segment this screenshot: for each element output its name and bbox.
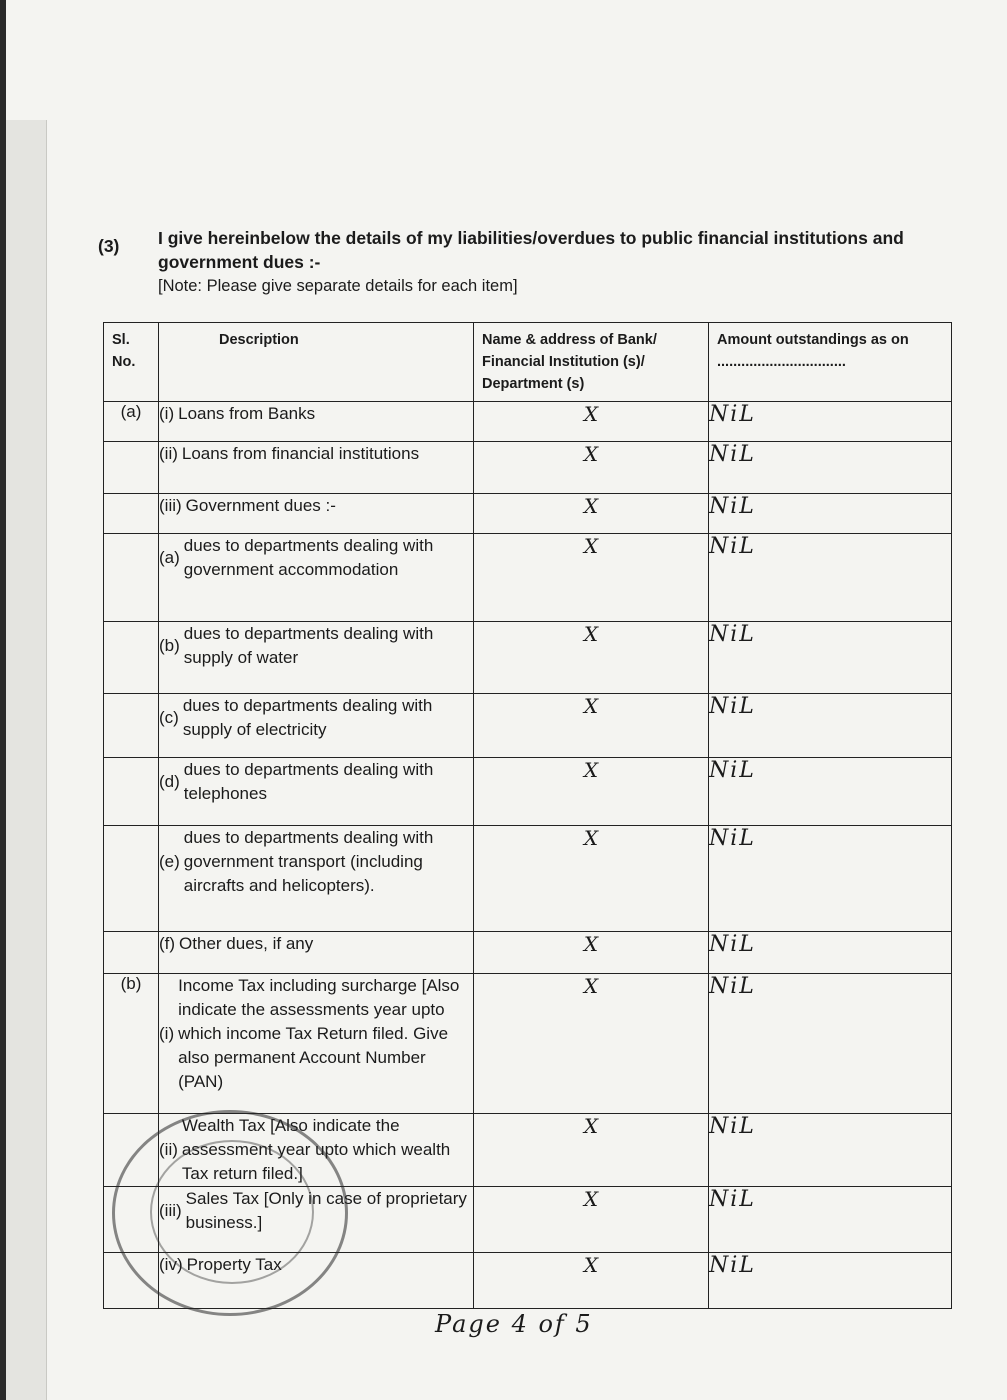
row-item-text: Loans from financial institutions <box>181 444 420 463</box>
header-description: Description <box>159 323 474 402</box>
row-item-text: Wealth Tax [Also indicate the assessment year upto which wealth Tax return filed.] <box>181 1116 451 1183</box>
row-description <box>159 826 474 932</box>
table-row <box>104 442 952 494</box>
row-item-text: Sales Tax [Only in case of proprietary business.] <box>185 1189 467 1232</box>
table-row <box>104 494 952 534</box>
header-bank: Name & address of Bank/ Financial Institution (s)/ Department (s) <box>474 323 709 402</box>
row-sl-no <box>104 758 159 826</box>
row-item-marker: (iv) <box>159 1255 183 1274</box>
row-amount-handwritten: NiL <box>709 1187 952 1253</box>
page-number: Page 4 of 5 <box>435 1310 593 1338</box>
row-amount-handwritten: NiL <box>709 402 952 442</box>
row-bank-handwritten: X <box>474 622 709 694</box>
table-header-row <box>104 323 952 402</box>
row-item-text: dues to departments dealing with government accommodation <box>183 536 434 579</box>
row-item-text: Loans from Banks <box>178 404 316 423</box>
scan-margin-strip <box>6 120 47 1400</box>
row-item-text: Income Tax including surcharge [Also indicate the assessments year upto which income Tax Return filed. Give also permanent Account Number (PAN) <box>178 976 460 1091</box>
section-heading-text: I give hereinbelow the details of my liabilities/overdues to public financial institutions and government dues :- <box>158 228 904 272</box>
header-amount: Amount outstandings as on ................................ <box>709 323 952 402</box>
row-description <box>159 694 474 758</box>
section-number: (3) <box>98 236 120 256</box>
row-bank-handwritten: X <box>474 1114 709 1187</box>
row-item-text: Other dues, if any <box>179 934 314 953</box>
row-item-marker: (ii) <box>159 444 178 463</box>
row-description <box>159 974 474 1114</box>
row-sl-no <box>104 534 159 622</box>
row-item-marker: (ii) <box>159 1140 178 1159</box>
row-description <box>159 758 474 826</box>
official-seal-inner-ring <box>150 1140 314 1284</box>
row-amount-handwritten: NiL <box>709 1114 952 1187</box>
row-amount-handwritten: NiL <box>709 622 952 694</box>
row-sl-no <box>104 622 159 694</box>
row-item-marker: (i) <box>159 404 175 423</box>
row-bank-handwritten: X <box>474 494 709 534</box>
row-item-marker: (c) <box>159 708 179 727</box>
row-item-marker: (d) <box>159 772 180 791</box>
row-description <box>159 402 474 442</box>
row-amount-handwritten: NiL <box>709 442 952 494</box>
row-amount-handwritten: NiL <box>709 758 952 826</box>
row-item-text: Government dues :- <box>185 496 336 515</box>
row-item-marker: (f) <box>159 934 176 953</box>
row-description <box>159 622 474 694</box>
row-item-marker: (iii) <box>159 496 182 515</box>
row-sl-no <box>104 694 159 758</box>
row-bank-handwritten: X <box>474 402 709 442</box>
header-sl-no: Sl. No. <box>104 323 159 402</box>
row-amount-handwritten: NiL <box>709 1253 952 1309</box>
row-sl-no: (b) <box>104 974 159 1114</box>
row-bank-handwritten: X <box>474 1187 709 1253</box>
row-bank-handwritten: X <box>474 974 709 1114</box>
row-description <box>159 932 474 974</box>
row-amount-handwritten: NiL <box>709 494 952 534</box>
row-bank-handwritten: X <box>474 826 709 932</box>
row-bank-handwritten: X <box>474 932 709 974</box>
table-row <box>104 826 952 932</box>
row-item-marker: (b) <box>159 636 180 655</box>
row-item-text: dues to departments dealing with government transport (including aircrafts and helicopters). <box>183 828 434 895</box>
row-sl-no <box>104 932 159 974</box>
row-bank-handwritten: X <box>474 694 709 758</box>
table-row <box>104 534 952 622</box>
row-item-text: dues to departments dealing with supply of electricity <box>182 696 433 739</box>
row-sl-no <box>104 442 159 494</box>
row-amount-handwritten: NiL <box>709 694 952 758</box>
table-row <box>104 402 952 442</box>
row-bank-handwritten: X <box>474 1253 709 1309</box>
table-row <box>104 622 952 694</box>
row-sl-no <box>104 826 159 932</box>
row-item-text: dues to departments dealing with supply of water <box>183 624 434 667</box>
row-description <box>159 442 474 494</box>
table-row <box>104 974 952 1114</box>
row-description <box>159 534 474 622</box>
row-amount-handwritten: NiL <box>709 932 952 974</box>
section-note: [Note: Please give separate details for each item] <box>158 277 518 295</box>
row-sl-no: (a) <box>104 402 159 442</box>
row-description <box>159 494 474 534</box>
row-bank-handwritten: X <box>474 758 709 826</box>
row-bank-handwritten: X <box>474 534 709 622</box>
row-item-marker: (a) <box>159 548 180 567</box>
row-item-marker: (e) <box>159 852 180 871</box>
row-sl-no <box>104 494 159 534</box>
row-item-text: dues to departments dealing with telephones <box>183 760 434 803</box>
row-item-marker: (i) <box>159 1024 175 1043</box>
row-amount-handwritten: NiL <box>709 826 952 932</box>
row-amount-handwritten: NiL <box>709 534 952 622</box>
row-amount-handwritten: NiL <box>709 974 952 1114</box>
table-row <box>104 694 952 758</box>
table-row <box>104 932 952 974</box>
row-item-marker: (iii) <box>159 1201 182 1220</box>
row-bank-handwritten: X <box>474 442 709 494</box>
row-item-text: Property Tax <box>186 1255 282 1274</box>
table-row <box>104 758 952 826</box>
